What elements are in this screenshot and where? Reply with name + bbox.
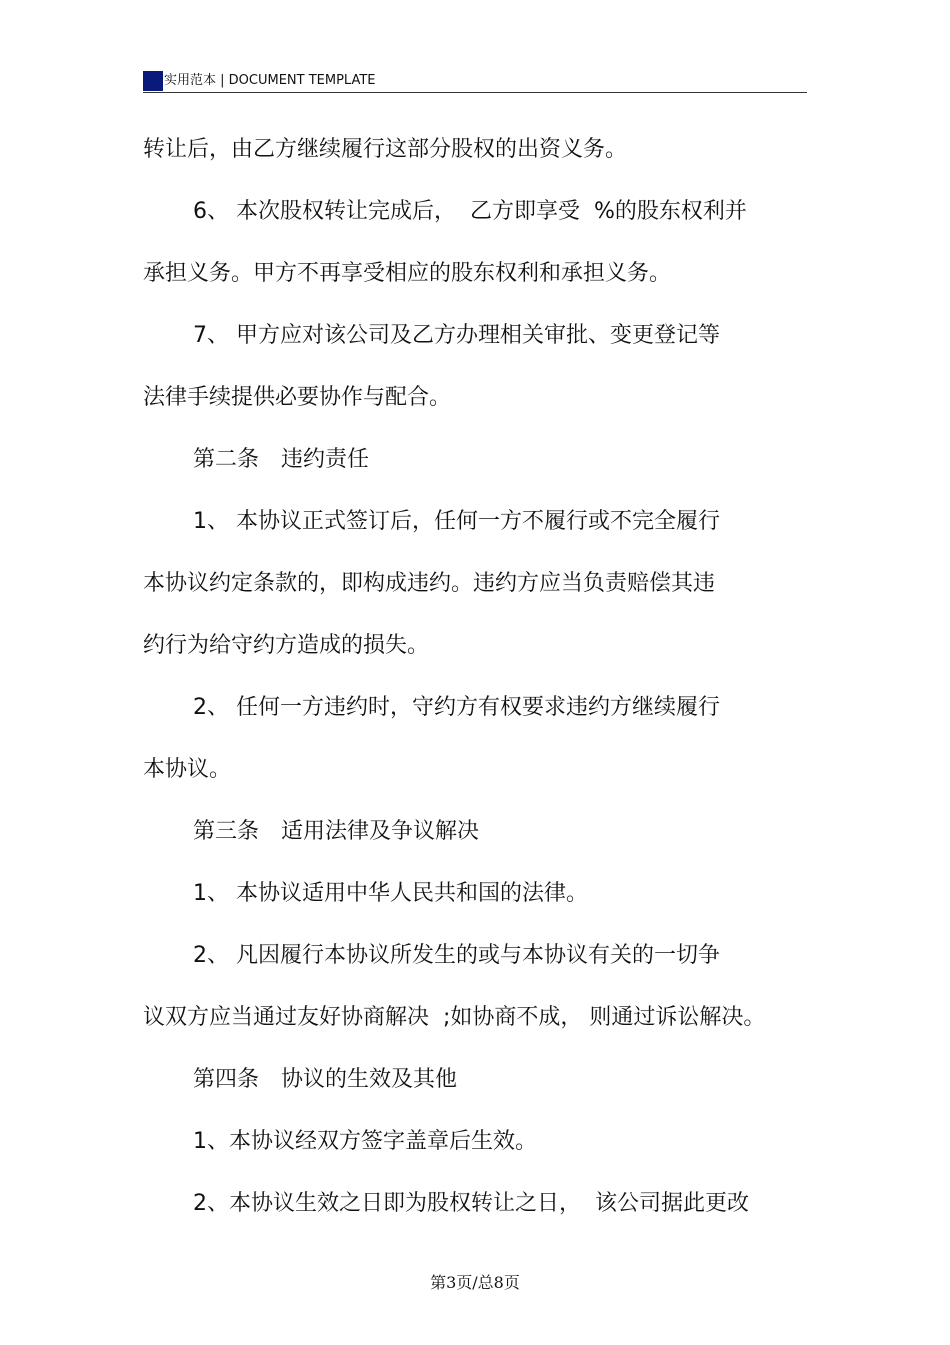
section-heading: 第三条 适用法律及争议解决 <box>193 819 480 844</box>
page-number: 第3页/总8页 <box>430 1273 520 1292</box>
body-line: 本协议。 <box>143 757 232 782</box>
section-heading: 第二条 违约责任 <box>193 447 370 472</box>
body-line: 约行为给守约方造成的损失。 <box>143 633 430 658</box>
section-heading: 第四条 协议的生效及其他 <box>193 1067 458 1092</box>
logo-square-icon <box>143 71 163 91</box>
body-line: 法律手续提供必要协作与配合。 <box>143 385 452 410</box>
body-line: 转让后，由乙方继续履行这部分股权的出资义务。 <box>143 137 628 162</box>
body-line: 2、 任何一方违约时，守约方有权要求违约方继续履行 <box>193 695 720 720</box>
body-line: 1、 本协议正式签订后，任何一方不履行或不完全履行 <box>193 509 720 534</box>
body-line: 6、 本次股权转让完成后， 乙方即享受 %的股东权利并 <box>193 199 747 224</box>
body-line: 7、 甲方应对该公司及乙方办理相关审批、变更登记等 <box>193 323 720 348</box>
body-line: 1、 本协议适用中华人民共和国的法律。 <box>193 881 588 906</box>
header-title: 实用范本 | DOCUMENT TEMPLATE <box>164 73 376 88</box>
body-line: 本协议约定条款的，即构成违约。违约方应当负责赔偿其违 <box>143 571 716 596</box>
body-line: 承担义务。甲方不再享受相应的股东权利和承担义务。 <box>143 261 672 286</box>
body-line: 议双方应当通过友好协商解决 ;如协商不成， 则通过诉讼解决。 <box>143 1005 766 1030</box>
page-header <box>143 70 807 94</box>
header-divider <box>143 92 807 93</box>
body-line: 2、 凡因履行本协议所发生的或与本协议有关的一切争 <box>193 943 720 968</box>
body-line: 2、本协议生效之日即为股权转让之日， 该公司据此更改 <box>193 1191 749 1216</box>
body-line: 1、本协议经双方签字盖章后生效。 <box>193 1129 537 1154</box>
